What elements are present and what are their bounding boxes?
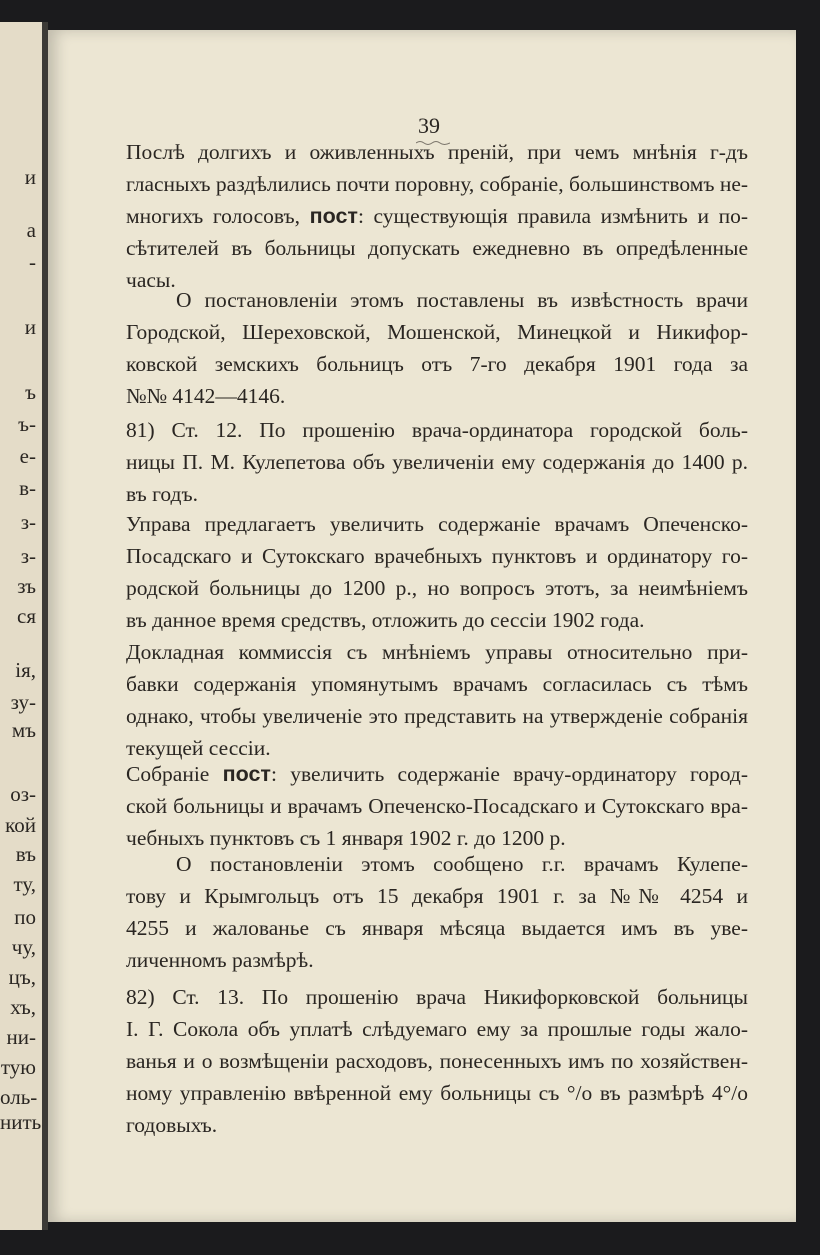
text-line: чебныхъ пунктовъ съ 1 января 1902 г. до 1200 р. bbox=[126, 826, 566, 850]
text-line: О постановленіи этомъ сообщено г.г. врачамъ Кулепе- bbox=[176, 852, 748, 876]
left-page-fragment: оль- bbox=[0, 1085, 38, 1109]
left-page-edge bbox=[0, 22, 48, 1230]
text-line: въ годъ. bbox=[126, 482, 198, 506]
left-page-fragment: чу, bbox=[11, 935, 36, 959]
text-line: годовыхъ. bbox=[126, 1113, 218, 1137]
text-line: ковской земскихъ больницъ отъ 7-го декабря 1901 года за bbox=[126, 352, 748, 376]
text-line: тову и Крымгольцъ отъ 15 декабря 1901 г. за №№ 4254 и bbox=[126, 884, 748, 908]
text-line: ванья и о возмѣщеніи расходовъ, понесенныхъ имъ по хозяйствен- bbox=[126, 1049, 748, 1073]
left-page-fragment: по bbox=[14, 905, 36, 929]
text-line: Послѣ долгихъ и оживленныхъ преній, при чемъ мнѣнія г-дъ bbox=[126, 140, 748, 164]
left-page-fragment: ія, bbox=[15, 658, 36, 682]
text-line: ницы П. М. Кулепетова объ увеличеніи ему содержанія до 1400 р. bbox=[126, 450, 748, 474]
text-line: сѣтителей въ больницы допускать ежедневно въ опредѣленные bbox=[126, 236, 748, 260]
left-page-fragment: ъ bbox=[25, 380, 36, 404]
left-page-fragment: мъ bbox=[11, 718, 36, 742]
text-line: Докладная коммиссія съ мнѣніемъ управы относительно при- bbox=[126, 640, 748, 664]
left-page-fragment: ни- bbox=[6, 1025, 36, 1049]
text-line: часы. bbox=[126, 268, 176, 292]
text-line: въ данное время средствъ, отложить до сессіи 1902 года. bbox=[126, 608, 645, 632]
text-line: бавки содержанія упомянутымъ врачамъ согласилась съ тѣмъ bbox=[126, 672, 748, 696]
resolution-keyword: пост bbox=[309, 204, 358, 228]
text-line: Собраніе пост: увеличить содержаніе врачу-ординатору город- bbox=[126, 762, 748, 786]
resolution-keyword: пост bbox=[222, 762, 271, 786]
text-line: 4255 и жалованье съ января мѣсяца выдается имъ въ уве- bbox=[126, 916, 748, 940]
text-line: гласныхъ раздѣлились почти поровну, собраніе, большинствомъ не- bbox=[126, 172, 749, 196]
text-line: О постановленіи этомъ поставлены въ извѣстность врачи bbox=[176, 288, 748, 312]
text-line: I. Г. Сокола объ уплатѣ слѣдуемаго ему за прошлые годы жало- bbox=[126, 1017, 748, 1041]
left-page-fragment: кой bbox=[5, 813, 36, 837]
left-page-fragment: зъ bbox=[17, 574, 36, 598]
left-page-fragment: зу- bbox=[10, 690, 36, 714]
text-line: Управа предлагаетъ увеличить содержаніе врачамъ Опеченско- bbox=[126, 512, 748, 536]
left-page-fragment: е- bbox=[19, 444, 36, 468]
left-page-fragment: и bbox=[24, 315, 36, 339]
text-line: текущей сессіи. bbox=[126, 736, 271, 760]
text-line: ской больницы и врачамъ Опеченско-Посадскаго и Сутокскаго вра- bbox=[126, 794, 748, 818]
left-page-fragment: ся bbox=[17, 604, 36, 628]
text-line: Посадскаго и Сутокскаго врачебныхъ пунктовъ и ординатору го- bbox=[126, 544, 748, 568]
text-line: однако, чтобы увеличеніе это представить на утвержденіе собранія bbox=[126, 704, 748, 728]
left-page-fragment: - bbox=[29, 250, 36, 274]
text-line: №№ 4142—4146. bbox=[126, 384, 286, 408]
left-page-fragment: з- bbox=[20, 510, 36, 534]
left-page-fragment: и bbox=[24, 165, 36, 189]
text-line: 82) Ст. 13. По прошенію врача Никифорковской больницы bbox=[126, 985, 748, 1009]
page bbox=[48, 30, 796, 1222]
text-line: многихъ голосовъ, пост: существующія правила измѣнить и по- bbox=[126, 204, 748, 228]
left-page-fragment: в- bbox=[19, 476, 36, 500]
left-page-fragment: з- bbox=[20, 544, 36, 568]
left-page-fragment: ту, bbox=[13, 872, 36, 896]
text-line: Городской, Шереховской, Мошенской, Минецкой и Никифор- bbox=[126, 320, 748, 344]
left-page-fragment: хъ, bbox=[10, 995, 36, 1019]
left-page-fragment: цъ, bbox=[8, 965, 36, 989]
text-line: родской больницы до 1200 р., но вопросъ этотъ, за неимѣніемъ bbox=[126, 576, 748, 600]
left-page-fragment: а bbox=[26, 218, 36, 242]
left-page-fragment: оз- bbox=[10, 782, 36, 806]
left-page-fragment: тую bbox=[0, 1055, 36, 1079]
left-page-fragment: нить bbox=[0, 1110, 42, 1134]
left-page-fragment: ъ- bbox=[18, 412, 36, 436]
left-page-fragment: въ bbox=[15, 842, 36, 866]
text-line: 81) Ст. 12. По прошенію врача-ординатора городской боль- bbox=[126, 418, 748, 442]
text-line: личенномъ размѣрѣ. bbox=[126, 948, 314, 972]
text-line: ному управленію ввѣренной ему больницы съ °/о въ размѣрѣ 4°/о bbox=[126, 1081, 748, 1105]
page-number: 39 bbox=[418, 113, 440, 138]
